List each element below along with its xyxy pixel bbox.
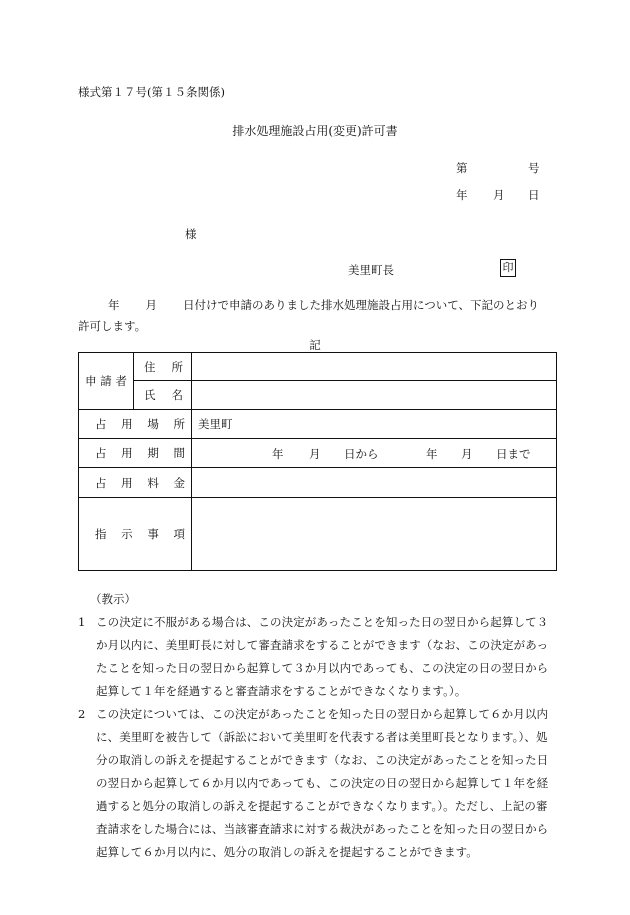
period-value[interactable] [192, 439, 557, 468]
note-text: この決定に不服がある場合は、この決定があったことを知った日の翌日から起算して３か月以内に、美里町長に対して審査請求をすることができます（なお、この決定があったことを知った日の翌日から起算して３か月以内であっても、この決定の日の翌日から起算して１年を経過すると審査請求をすることができなくなります。）。 [96, 615, 549, 698]
fee-value[interactable] [192, 468, 557, 498]
date-year: 年 [456, 188, 468, 202]
date-month: 月 [493, 188, 505, 202]
permit-table [78, 352, 557, 571]
notes-section [78, 588, 558, 864]
notes-heading: （教示） [90, 592, 136, 606]
note-number: 2 [78, 707, 86, 721]
instructions-label: 指 示 事 項 [95, 527, 185, 541]
instructions-value[interactable] [192, 498, 557, 571]
number-prefix: 第 [456, 161, 468, 175]
period-from-month: 月 [309, 447, 321, 461]
note-number: 1 [78, 615, 86, 629]
issuer-name: 美里町長 [348, 263, 394, 277]
note-item [78, 703, 558, 864]
ki-label: 記 [309, 338, 321, 352]
addressee-suffix: 様 [185, 227, 197, 241]
number-suffix: 号 [528, 161, 540, 175]
intro-month: 月 [145, 298, 157, 312]
intro-text: 日付けで申請のありました排水処理施設占用について、下記のとおり [183, 298, 540, 312]
fee-label: 占 用 料 金 [95, 475, 185, 490]
date-day: 日 [528, 188, 540, 202]
period-from-day: 日から [344, 447, 379, 461]
location-value[interactable]: 美里町 [192, 410, 557, 439]
location-label: 占 用 場 所 [95, 417, 185, 431]
name-label: 氏 名 [144, 388, 183, 402]
table-row-period [79, 439, 557, 468]
period-to-day: 日まで [496, 447, 531, 461]
intro-line-2: 許可します。 [78, 319, 147, 333]
table-row-fee [79, 468, 557, 498]
intro-line-1 [78, 297, 539, 313]
document-title: 排水処理施設占用(変更)許可書 [232, 124, 398, 138]
seal-mark: 印 [500, 259, 516, 277]
note-item [78, 611, 558, 703]
period-from-year: 年 [272, 447, 284, 461]
table-row-location [79, 410, 557, 439]
table-row-address [79, 353, 557, 381]
address-value[interactable] [192, 353, 557, 381]
address-label: 住 所 [144, 359, 183, 374]
intro-year: 年 [108, 298, 120, 312]
table-row-name [79, 381, 557, 410]
period-to-year: 年 [426, 447, 438, 461]
period-label: 占 用 期 間 [95, 446, 185, 460]
name-value[interactable] [192, 381, 557, 410]
form-number: 様式第１７号(第１５条関係) [78, 85, 225, 99]
table-row-instructions [79, 498, 557, 571]
note-text: この決定については、この決定があったことを知った日の翌日から起算して６か月以内に、美里町を被告して（訴訟において美里町を代表する者は美里町長となります。）、処分の取消しの訴えを提起することができます（なお、この決定があったことを知った日の翌日から起算して６か月以内であっても、この決定の日の翌日から起算して１年を経過すると処分の取消しの訴えを提起することができなくなります。）。ただし、上記の審査請求をした場合には、当該審査請求に対する裁決があったことを知った日の翌日から起算して６か月以内に、処分の取消しの訴えを提起することができます。 [96, 707, 549, 859]
applicant-label: 申 請 者 [79, 353, 134, 410]
period-to-month: 月 [461, 447, 473, 461]
